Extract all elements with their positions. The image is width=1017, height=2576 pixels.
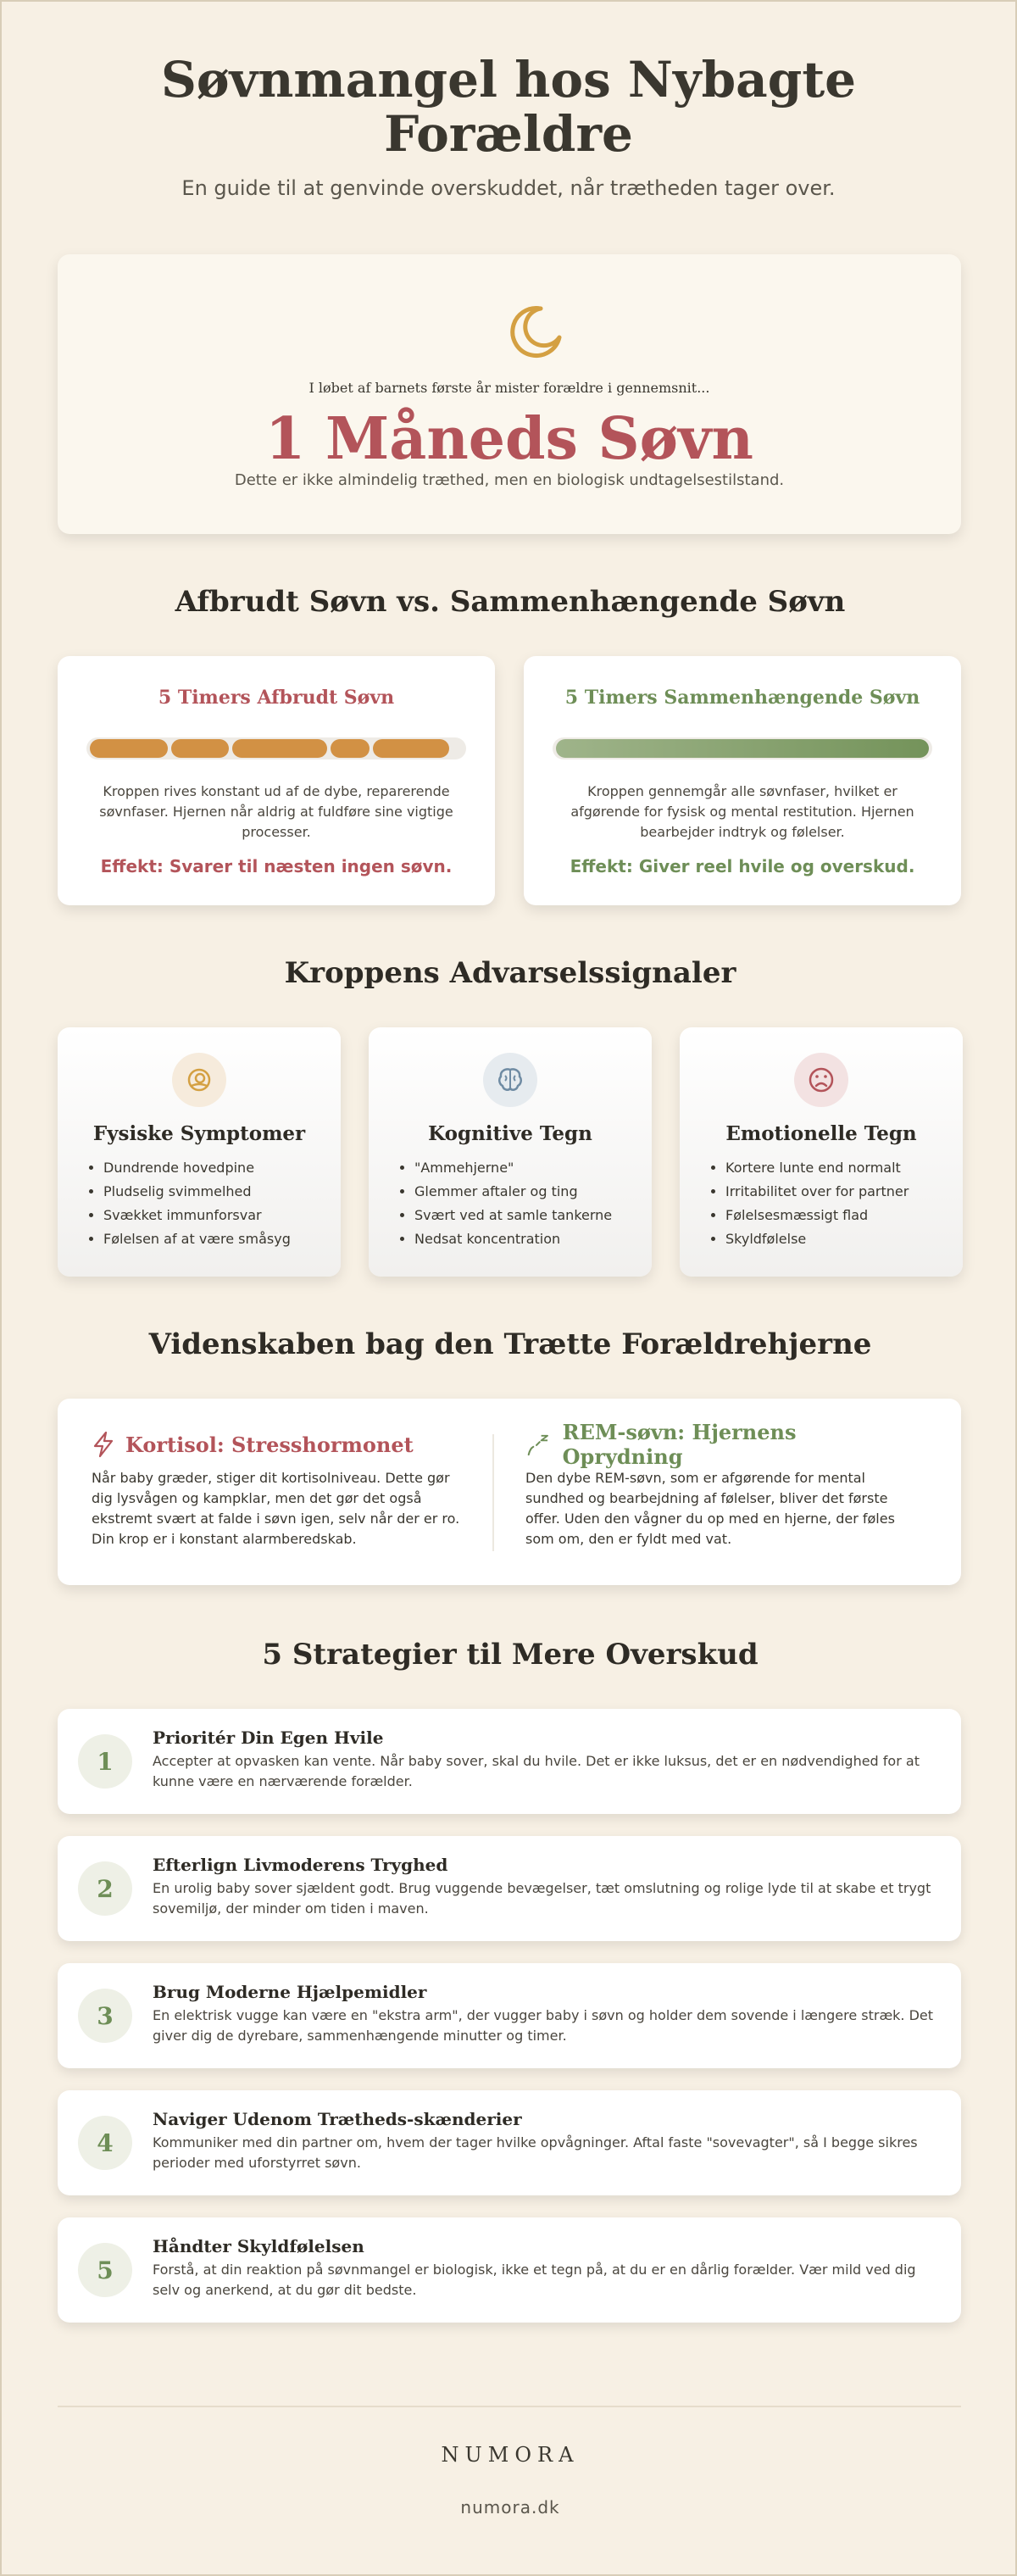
interrupted-sleep-description: Kroppen rives konstant ud af de dybe, reparerende søvnfaser. Hjernen når aldrig at fuldføre sine vigtige processer.: [99, 783, 453, 840]
science-section-title: Videnskaben bag den Trætte Forældrehjerne: [148, 1327, 872, 1361]
cortisol-column: [92, 1429, 464, 1549]
website-link[interactable]: numora.dk: [460, 2497, 560, 2518]
page-subtitle: En guide til at genvinde overskuddet, når trætheden tager over.: [181, 176, 836, 200]
list-item: • Nedsat koncentration: [414, 1227, 612, 1251]
strategy-card: [58, 2217, 961, 2323]
body-icon: [172, 1053, 226, 1107]
strategy-text: Accepter at opvasken kan vente. Når baby sover, skal du hvile. Det er ikke luksus, det er en nødvendighed for at kunne være en nærværende forælder.: [153, 1753, 920, 1789]
rem-title: REM-søvn: Hjernens Oprydning: [562, 1420, 797, 1469]
emotional-signs-title: Emotionelle Tegn: [725, 1122, 917, 1145]
list-item: • "Ammehjerne": [414, 1156, 612, 1180]
brain-icon: [483, 1053, 537, 1107]
strategy-text: Kommuniker med din partner om, hvem der tager hvilke opvågninger. Aftal faste "sovevagter", så I begge sikres perioder med uforstyrret søvn.: [153, 2134, 918, 2171]
strategy-card: [58, 1709, 961, 1814]
interrupted-sleep-card: [58, 656, 495, 905]
strategy-text: En elektrisk vugge kan være en "ekstra arm", der vugger baby i søvn og holder dem sovende i længere stræk. Det giver dig de dyrebare, sammenhængende minutter og timer.: [153, 2007, 934, 2044]
sleep-segment: [331, 739, 370, 758]
strategy-text: En urolig baby sover sjældent godt. Brug vuggende bevægelser, tæt omslutning og rolige lyde til at skabe et trygt sovemiljø, der minder om tiden i maven.: [153, 1880, 931, 1917]
physical-symptoms-card: [58, 1027, 341, 1277]
footer-divider: [58, 2406, 961, 2407]
strategy-card: [58, 1836, 961, 1941]
list-item: • Dundrende hovedpine: [103, 1156, 291, 1180]
list-item: • Følelsesmæssigt flad: [725, 1204, 909, 1227]
emotional-signs-card: [680, 1027, 963, 1277]
sad-face-icon: [794, 1053, 848, 1107]
strategy-title: Prioritér Din Egen Hvile: [153, 1728, 384, 1748]
strategy-number: 3: [78, 1989, 132, 2043]
continuous-sleep-effect: Effekt: Giver reel hvile og overskud.: [570, 856, 915, 876]
hero-card: [58, 254, 961, 534]
page-title: Søvnmangel hos Nybagte Forældre: [160, 51, 857, 163]
physical-symptoms-title: Fysiske Symptomer: [92, 1122, 306, 1145]
list-item: • Irritabilitet over for partner: [725, 1180, 909, 1204]
page-header: [2, 2, 1015, 200]
strategy-number: 2: [78, 1861, 132, 1916]
sleep-segment: [171, 739, 229, 758]
sleep-segment: [232, 739, 327, 758]
rem-text: Den dybe REM-søvn, som er afgørende for mental sundhed og bearbejdning af følelser, bliver det første offer. Uden den vågner du op med en hjerne, der føles som om, den er fyldt med vat.: [525, 1470, 895, 1547]
divider: [492, 1434, 494, 1551]
hero-intro: I løbet af barnets første år mister forældre i gennemsnit...: [308, 380, 710, 396]
list-item: • Pludselig svimmelhed: [103, 1180, 291, 1204]
list-item: • Kortere lunte end normalt: [725, 1156, 909, 1180]
sleep-segment: [373, 739, 449, 758]
continuous-sleep-card: [524, 656, 961, 905]
cognitive-signs-title: Kognitive Tegn: [428, 1122, 592, 1145]
lightning-icon: [92, 1431, 115, 1458]
cortisol-title: Kortisol: Stresshormonet: [125, 1432, 414, 1457]
brand-logo: NUMORA: [441, 2443, 580, 2467]
continuous-sleep-title: 5 Timers Sammenhængende Søvn: [564, 687, 920, 709]
strategy-text: Forstå, at din reaktion på søvnmangel er biologisk, ikke et tegn på, at du er en dårlig forælder. Vær mild ved dig selv og anerkend, at du gør dit bedste.: [153, 2262, 916, 2298]
strategy-number: 4: [78, 2116, 132, 2170]
signals-section-title: Kroppens Advarselssignaler: [284, 956, 736, 990]
strategy-number: 5: [78, 2243, 132, 2297]
strategy-title: Naviger Udenom Trætheds-skænderier: [153, 2109, 522, 2129]
list-item: • Svækket immunforsvar: [103, 1204, 291, 1227]
science-card: [58, 1399, 961, 1585]
sleep-icon: [525, 1430, 553, 1459]
hero-statistic: 1 Måneds Søvn: [265, 405, 753, 473]
cognitive-signs-card: [369, 1027, 652, 1277]
sleep-segment: [556, 739, 929, 758]
strategy-title: Efterlign Livmoderens Tryghed: [153, 1855, 448, 1875]
list-item: • Svært ved at samle tankerne: [414, 1204, 612, 1227]
interrupted-sleep-title: 5 Timers Afbrudt Søvn: [158, 687, 395, 709]
moon-icon: [507, 302, 566, 361]
list-item: • Glemmer aftaler og ting: [414, 1180, 612, 1204]
strategy-title: Brug Moderne Hjælpemidler: [153, 1982, 427, 2002]
strategies-section-title: 5 Strategier til Mere Overskud: [262, 1638, 759, 1672]
strategy-card: [58, 2090, 961, 2195]
cognitive-signs-list: [414, 1156, 612, 1251]
interrupted-sleep-bar: [86, 737, 466, 759]
hero-note: Dette er ikke almindelig træthed, men en biologisk undtagelsestilstand.: [234, 471, 785, 489]
list-item: • Skyldfølelse: [725, 1227, 909, 1251]
compare-section-title: Afbrudt Søvn vs. Sammenhængende Søvn: [175, 585, 846, 619]
strategy-card: [58, 1963, 961, 2068]
list-item: • Følelsen af at være småsyg: [103, 1227, 291, 1251]
rem-column: [525, 1420, 898, 1549]
strategy-title: Håndter Skyldfølelsen: [153, 2236, 364, 2256]
continuous-sleep-description: Kroppen gennemgår alle søvnfaser, hvilket er afgørende for fysisk og mental restitution. Hjernen bearbejder indtryk og følelser.: [570, 783, 914, 840]
continuous-sleep-bar: [553, 737, 932, 759]
strategy-number: 1: [78, 1734, 132, 1789]
physical-symptoms-list: [103, 1156, 291, 1251]
cortisol-text: Når baby græder, stiger dit kortisolniveau. Dette gør dig lysvågen og kampklar, men det gør det også ekstremt svært at falde i søvn igen, selv når der er ro. Din krop er i konstant alarmberedskab.: [92, 1470, 460, 1547]
interrupted-sleep-effect: Effekt: Svarer til næsten ingen søvn.: [100, 856, 453, 876]
emotional-signs-list: [725, 1156, 909, 1251]
sleep-segment: [90, 739, 168, 758]
